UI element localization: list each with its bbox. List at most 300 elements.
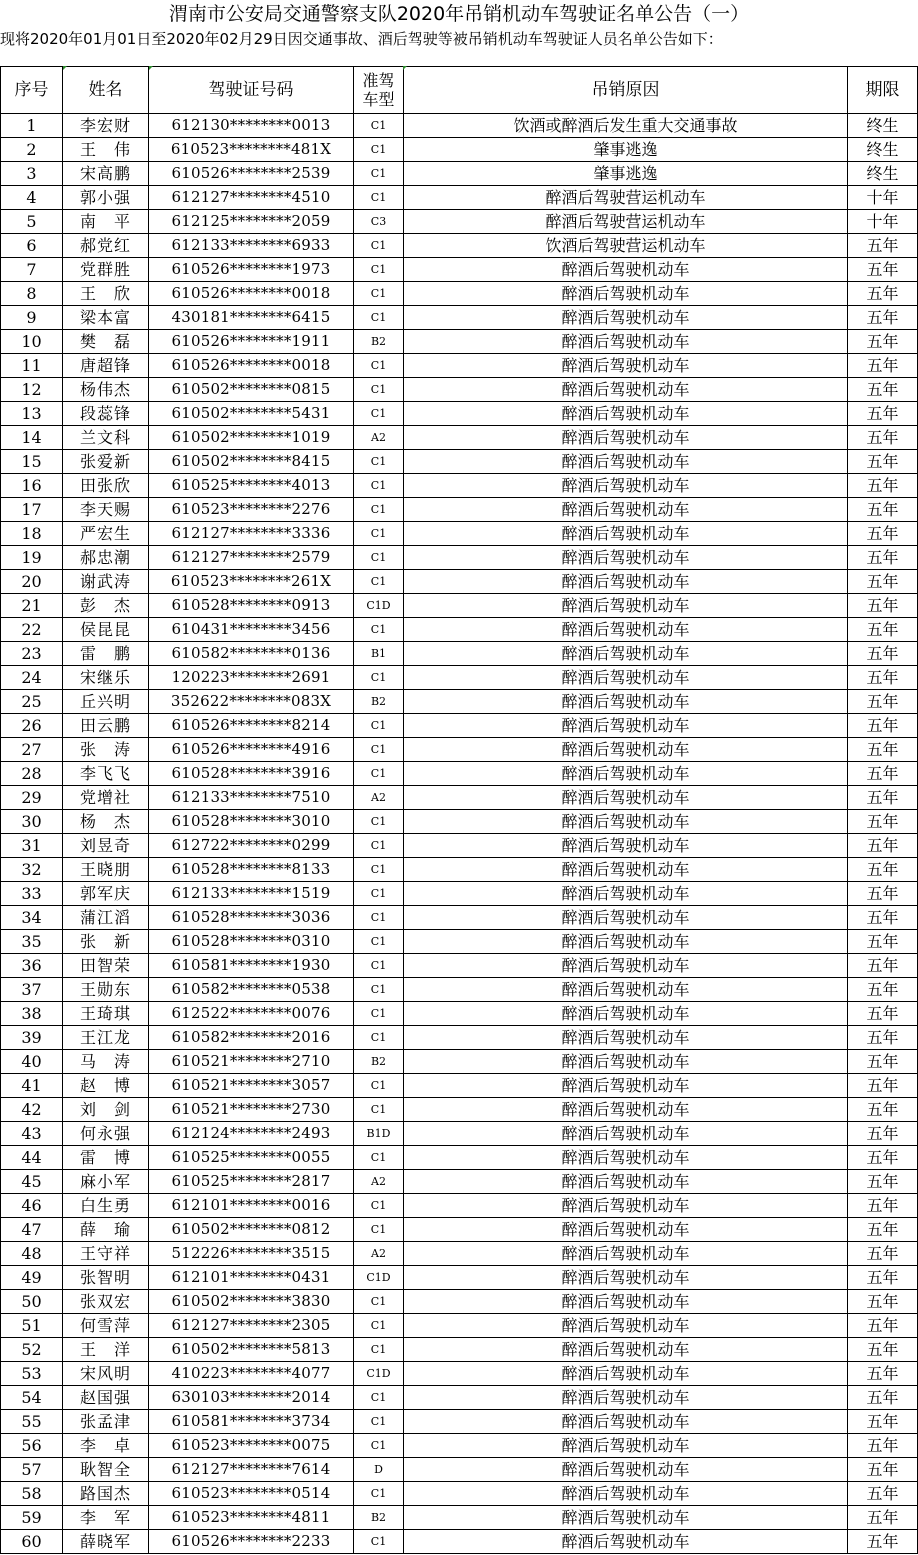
cell-period: 五年 [848, 882, 918, 906]
cell-reason: 醉酒后驾驶机动车 [404, 1122, 848, 1146]
cell-no: 11 [1, 354, 63, 378]
cell-reason: 醉酒后驾驶机动车 [404, 1074, 848, 1098]
cell-reason: 醉酒后驾驶机动车 [404, 834, 848, 858]
cell-name: 雷 鹏 [63, 642, 149, 666]
table-row [1, 1506, 918, 1530]
cell-reason: 醉酒后驾驶机动车 [404, 1146, 848, 1170]
cell-license: 630103********2014 [149, 1386, 354, 1410]
cell-name: 谢武涛 [63, 570, 149, 594]
cell-name: 张智明 [63, 1266, 149, 1290]
cell-license: 612130********0013 [149, 114, 354, 138]
table-row [1, 738, 918, 762]
cell-class: C3 [354, 210, 404, 234]
cell-name: 张 涛 [63, 738, 149, 762]
cell-period: 五年 [848, 1098, 918, 1122]
cell-name: 王 洋 [63, 1338, 149, 1362]
cell-period: 五年 [848, 1482, 918, 1506]
cell-reason: 醉酒后驾驶机动车 [404, 1410, 848, 1434]
cell-reason: 醉酒后驾驶机动车 [404, 1506, 848, 1530]
table-row [1, 1266, 918, 1290]
cell-class: C1 [354, 354, 404, 378]
cell-reason: 醉酒后驾驶机动车 [404, 906, 848, 930]
cell-license: 610582********0136 [149, 642, 354, 666]
cell-period: 五年 [848, 1458, 918, 1482]
cell-period: 五年 [848, 1290, 918, 1314]
cell-name: 雷 博 [63, 1146, 149, 1170]
cell-class: C1 [354, 1002, 404, 1026]
cell-class: C1D [354, 1362, 404, 1386]
cell-class: C1 [354, 1290, 404, 1314]
cell-reason: 醉酒后驾驶机动车 [404, 1458, 848, 1482]
cell-class: C1 [354, 1338, 404, 1362]
cell-class: C1 [354, 522, 404, 546]
cell-period: 五年 [848, 1266, 918, 1290]
cell-license: 612722********0299 [149, 834, 354, 858]
cell-period: 五年 [848, 1218, 918, 1242]
cell-name: 唐超锋 [63, 354, 149, 378]
cell-no: 43 [1, 1122, 63, 1146]
cell-period: 五年 [848, 810, 918, 834]
cell-reason: 醉酒后驾驶机动车 [404, 738, 848, 762]
cell-class: C1 [354, 762, 404, 786]
cell-license: 610523********261X [149, 570, 354, 594]
cell-name: 马 涛 [63, 1050, 149, 1074]
cell-reason: 醉酒后驾驶机动车 [404, 426, 848, 450]
cell-reason: 醉酒后驾驶机动车 [404, 306, 848, 330]
cell-class: C1 [354, 834, 404, 858]
cell-class: C1 [354, 882, 404, 906]
cell-name: 王琦琪 [63, 1002, 149, 1026]
cell-class: C1 [354, 546, 404, 570]
cell-no: 57 [1, 1458, 63, 1482]
cell-no: 55 [1, 1410, 63, 1434]
table-row [1, 162, 918, 186]
cell-period: 五年 [848, 762, 918, 786]
table-row [1, 1434, 918, 1458]
table-row [1, 1026, 918, 1050]
cell-name: 李飞飞 [63, 762, 149, 786]
cell-name: 刘昱奇 [63, 834, 149, 858]
cell-period: 五年 [848, 378, 918, 402]
cell-reason: 醉酒后驾驶机动车 [404, 1530, 848, 1554]
cell-license: 610523********2276 [149, 498, 354, 522]
cell-no: 23 [1, 642, 63, 666]
cell-period: 五年 [848, 1170, 918, 1194]
table-row [1, 402, 918, 426]
table-row [1, 1242, 918, 1266]
cell-license: 610521********2710 [149, 1050, 354, 1074]
cell-license: 610526********2539 [149, 162, 354, 186]
table-row [1, 474, 918, 498]
cell-name: 李 军 [63, 1506, 149, 1530]
cell-license: 610502********1019 [149, 426, 354, 450]
cell-class: A2 [354, 786, 404, 810]
cell-license: 610528********8133 [149, 858, 354, 882]
cell-class: C1 [354, 114, 404, 138]
table-row [1, 1194, 918, 1218]
cell-license: 612127********2305 [149, 1314, 354, 1338]
cell-period: 五年 [848, 954, 918, 978]
cell-no: 30 [1, 810, 63, 834]
cell-license: 512226********3515 [149, 1242, 354, 1266]
cell-reason: 醉酒后驾驶机动车 [404, 1386, 848, 1410]
cell-no: 29 [1, 786, 63, 810]
table-row [1, 282, 918, 306]
header-class-line2: 车型 [362, 90, 395, 109]
cell-period: 五年 [848, 594, 918, 618]
cell-reason: 醉酒后驾驶机动车 [404, 1218, 848, 1242]
cell-license: 610528********3036 [149, 906, 354, 930]
cell-name: 侯昆昆 [63, 618, 149, 642]
cell-class: C1 [354, 954, 404, 978]
cell-class: C1 [354, 714, 404, 738]
cell-no: 32 [1, 858, 63, 882]
cell-class: C1 [354, 474, 404, 498]
cell-name: 郝忠潮 [63, 546, 149, 570]
cell-period: 五年 [848, 906, 918, 930]
cell-reason: 醉酒后驾驶机动车 [404, 930, 848, 954]
table-row [1, 978, 918, 1002]
cell-class: B2 [354, 1506, 404, 1530]
cell-no: 35 [1, 930, 63, 954]
cell-class: C1 [354, 618, 404, 642]
cell-reason: 醉酒后驾驶机动车 [404, 1314, 848, 1338]
cell-no: 33 [1, 882, 63, 906]
cell-license: 610526********1973 [149, 258, 354, 282]
cell-period: 五年 [848, 714, 918, 738]
table-row [1, 450, 918, 474]
cell-reason: 醉酒后驾驶机动车 [404, 1026, 848, 1050]
cell-license: 610526********0018 [149, 354, 354, 378]
cell-no: 51 [1, 1314, 63, 1338]
cell-name: 郝党红 [63, 234, 149, 258]
cell-class: C1 [354, 930, 404, 954]
cell-reason: 醉酒后驾驶机动车 [404, 1290, 848, 1314]
cell-period: 五年 [848, 330, 918, 354]
header-no: 序号 [1, 67, 63, 114]
cell-class: C1 [354, 1386, 404, 1410]
table-body [1, 114, 918, 1554]
cell-class: C1 [354, 186, 404, 210]
cell-license: 610528********3916 [149, 762, 354, 786]
cell-period: 五年 [848, 498, 918, 522]
cell-reason: 醉酒后驾驶机动车 [404, 1482, 848, 1506]
cell-license: 610523********0075 [149, 1434, 354, 1458]
cell-no: 28 [1, 762, 63, 786]
cell-period: 五年 [848, 450, 918, 474]
table-row [1, 1530, 918, 1554]
table-row [1, 1146, 918, 1170]
table-row [1, 762, 918, 786]
cell-period: 五年 [848, 570, 918, 594]
cell-name: 杨伟杰 [63, 378, 149, 402]
cell-no: 34 [1, 906, 63, 930]
cell-no: 16 [1, 474, 63, 498]
cell-name: 彭 杰 [63, 594, 149, 618]
table-row [1, 354, 918, 378]
cell-period: 十年 [848, 210, 918, 234]
cell-period: 五年 [848, 738, 918, 762]
cell-no: 1 [1, 114, 63, 138]
cell-no: 25 [1, 690, 63, 714]
cell-no: 52 [1, 1338, 63, 1362]
cell-license: 610525********0055 [149, 1146, 354, 1170]
cell-no: 14 [1, 426, 63, 450]
cell-no: 41 [1, 1074, 63, 1098]
cell-name: 麻小军 [63, 1170, 149, 1194]
cell-name: 梁本富 [63, 306, 149, 330]
cell-reason: 肇事逃逸 [404, 162, 848, 186]
cell-license: 610521********2730 [149, 1098, 354, 1122]
cell-class: C1 [354, 378, 404, 402]
cell-reason: 醉酒后驾驶机动车 [404, 498, 848, 522]
cell-no: 38 [1, 1002, 63, 1026]
cell-no: 17 [1, 498, 63, 522]
cell-name: 何永强 [63, 1122, 149, 1146]
cell-class: C1 [354, 570, 404, 594]
table-row [1, 1122, 918, 1146]
cell-class: C1 [354, 450, 404, 474]
cell-license: 610502********0812 [149, 1218, 354, 1242]
cell-reason: 醉酒后驾驶机动车 [404, 1194, 848, 1218]
cell-license: 410223********4077 [149, 1362, 354, 1386]
cell-period: 五年 [848, 1242, 918, 1266]
table-row [1, 186, 918, 210]
cell-license: 610581********1930 [149, 954, 354, 978]
cell-reason: 醉酒后驾驶机动车 [404, 1170, 848, 1194]
cell-class: C1 [354, 234, 404, 258]
header-class [354, 67, 404, 114]
cell-name: 刘 剑 [63, 1098, 149, 1122]
table-row [1, 1290, 918, 1314]
cell-no: 49 [1, 1266, 63, 1290]
cell-reason: 醉酒后驾驶机动车 [404, 786, 848, 810]
cell-name: 南 平 [63, 210, 149, 234]
cell-reason: 醉酒后驾驶机动车 [404, 330, 848, 354]
cell-period: 五年 [848, 1362, 918, 1386]
header-license: 驾驶证号码 [149, 67, 354, 114]
cell-class: C1 [354, 1098, 404, 1122]
cell-name: 白生勇 [63, 1194, 149, 1218]
cell-no: 56 [1, 1434, 63, 1458]
cell-name: 李宏财 [63, 114, 149, 138]
cell-reason: 醉酒后驾驶机动车 [404, 1266, 848, 1290]
cell-period: 五年 [848, 474, 918, 498]
cell-license: 120223********2691 [149, 666, 354, 690]
cell-class: C1 [354, 858, 404, 882]
cell-period: 五年 [848, 282, 918, 306]
cell-name: 路国杰 [63, 1482, 149, 1506]
header-reason: 吊销原因 [404, 67, 848, 114]
cell-no: 37 [1, 978, 63, 1002]
cell-name: 薛 瑜 [63, 1218, 149, 1242]
table-row [1, 786, 918, 810]
cell-license: 612127********4510 [149, 186, 354, 210]
header-period: 期限 [848, 67, 918, 114]
cell-no: 6 [1, 234, 63, 258]
cell-license: 610523********4811 [149, 1506, 354, 1530]
cell-no: 60 [1, 1530, 63, 1554]
cell-license: 610502********0815 [149, 378, 354, 402]
cell-no: 40 [1, 1050, 63, 1074]
cell-class: C1 [354, 1026, 404, 1050]
cell-no: 39 [1, 1026, 63, 1050]
cell-license: 612101********0431 [149, 1266, 354, 1290]
table-row [1, 930, 918, 954]
cell-name: 杨 杰 [63, 810, 149, 834]
cell-period: 五年 [848, 426, 918, 450]
table-row [1, 378, 918, 402]
cell-license: 610502********8415 [149, 450, 354, 474]
cell-license: 612127********2579 [149, 546, 354, 570]
cell-period: 五年 [848, 234, 918, 258]
cell-name: 蒲江滔 [63, 906, 149, 930]
cell-period: 五年 [848, 306, 918, 330]
cell-license: 612125********2059 [149, 210, 354, 234]
cell-no: 44 [1, 1146, 63, 1170]
cell-reason: 醉酒后驾驶机动车 [404, 978, 848, 1002]
cell-class: C1 [354, 810, 404, 834]
table-row [1, 1338, 918, 1362]
cell-name: 田云鹏 [63, 714, 149, 738]
table-row [1, 1050, 918, 1074]
table-row [1, 210, 918, 234]
table-row [1, 1482, 918, 1506]
table-row [1, 858, 918, 882]
cell-reason: 醉酒后驾驶机动车 [404, 714, 848, 738]
cell-reason: 醉酒后驾驶机动车 [404, 882, 848, 906]
table-row [1, 1218, 918, 1242]
cell-class: D [354, 1458, 404, 1482]
table-row [1, 1074, 918, 1098]
cell-period: 五年 [848, 1434, 918, 1458]
cell-license: 612101********0016 [149, 1194, 354, 1218]
cell-license: 610521********3057 [149, 1074, 354, 1098]
cell-no: 13 [1, 402, 63, 426]
table-row [1, 906, 918, 930]
cell-name: 李天赐 [63, 498, 149, 522]
cell-name: 丘兴明 [63, 690, 149, 714]
cell-class: C1 [354, 162, 404, 186]
cell-no: 27 [1, 738, 63, 762]
cell-class: C1 [354, 906, 404, 930]
cell-class: C1 [354, 138, 404, 162]
cell-name: 何雪萍 [63, 1314, 149, 1338]
cell-no: 20 [1, 570, 63, 594]
cell-reason: 醉酒后驾驶机动车 [404, 594, 848, 618]
cell-reason: 醉酒后驾驶机动车 [404, 810, 848, 834]
table-header [1, 67, 918, 114]
table-row [1, 1362, 918, 1386]
cell-reason: 饮酒后驾驶营运机动车 [404, 234, 848, 258]
cell-no: 12 [1, 378, 63, 402]
cell-reason: 醉酒后驾驶机动车 [404, 1098, 848, 1122]
table-row [1, 306, 918, 330]
table-row [1, 954, 918, 978]
cell-class: C1 [354, 1314, 404, 1338]
cell-name: 郭军庆 [63, 882, 149, 906]
cell-reason: 醉酒后驾驶机动车 [404, 354, 848, 378]
cell-class: C1 [354, 258, 404, 282]
cell-license: 610582********0538 [149, 978, 354, 1002]
cell-reason: 饮酒或醉酒后发生重大交通事故 [404, 114, 848, 138]
cell-license: 610525********2817 [149, 1170, 354, 1194]
cell-period: 五年 [848, 1506, 918, 1530]
cell-class: C1 [354, 738, 404, 762]
cell-class: C1 [354, 1218, 404, 1242]
cell-period: 五年 [848, 786, 918, 810]
cell-class: C1 [354, 1410, 404, 1434]
cell-no: 2 [1, 138, 63, 162]
table-row [1, 1002, 918, 1026]
cell-license: 612522********0076 [149, 1002, 354, 1026]
table-row [1, 138, 918, 162]
cell-name: 张爱新 [63, 450, 149, 474]
cell-period: 五年 [848, 930, 918, 954]
cell-no: 59 [1, 1506, 63, 1530]
cell-class: C1 [354, 1530, 404, 1554]
table-row [1, 570, 918, 594]
cell-period: 终生 [848, 138, 918, 162]
cell-class: B2 [354, 1050, 404, 1074]
cell-reason: 醉酒后驾驶机动车 [404, 618, 848, 642]
cell-class: A2 [354, 1242, 404, 1266]
table-row [1, 714, 918, 738]
cell-name: 赵 博 [63, 1074, 149, 1098]
cell-class: A2 [354, 1170, 404, 1194]
table-row [1, 1458, 918, 1482]
header-class-line1: 准驾 [362, 71, 395, 90]
cell-license: 352622********083X [149, 690, 354, 714]
cell-license: 610528********0310 [149, 930, 354, 954]
cell-class: C1 [354, 1482, 404, 1506]
cell-class: C1 [354, 402, 404, 426]
table-row [1, 810, 918, 834]
cell-name: 樊 磊 [63, 330, 149, 354]
cell-period: 五年 [848, 978, 918, 1002]
cell-no: 7 [1, 258, 63, 282]
cell-license: 610523********0514 [149, 1482, 354, 1506]
cell-period: 五年 [848, 1410, 918, 1434]
cell-no: 54 [1, 1386, 63, 1410]
cell-period: 十年 [848, 186, 918, 210]
cell-class: C1 [354, 1194, 404, 1218]
cell-marker [149, 66, 153, 70]
table-row [1, 834, 918, 858]
cell-class: C1 [354, 282, 404, 306]
cell-reason: 醉酒后驾驶机动车 [404, 1434, 848, 1458]
cell-license: 610528********3010 [149, 810, 354, 834]
cell-name: 张 新 [63, 930, 149, 954]
cell-name: 王江龙 [63, 1026, 149, 1050]
table-row [1, 114, 918, 138]
cell-no: 21 [1, 594, 63, 618]
cell-class: C1 [354, 666, 404, 690]
cell-period: 五年 [848, 1194, 918, 1218]
cell-license: 610502********5431 [149, 402, 354, 426]
cell-no: 8 [1, 282, 63, 306]
cell-period: 五年 [848, 522, 918, 546]
cell-no: 31 [1, 834, 63, 858]
table-row [1, 1098, 918, 1122]
cell-license: 610525********4013 [149, 474, 354, 498]
cell-period: 五年 [848, 858, 918, 882]
cell-reason: 醉酒后驾驶机动车 [404, 642, 848, 666]
cell-reason: 醉酒后驾驶机动车 [404, 402, 848, 426]
cell-name: 王 伟 [63, 138, 149, 162]
cell-no: 9 [1, 306, 63, 330]
cell-period: 五年 [848, 546, 918, 570]
